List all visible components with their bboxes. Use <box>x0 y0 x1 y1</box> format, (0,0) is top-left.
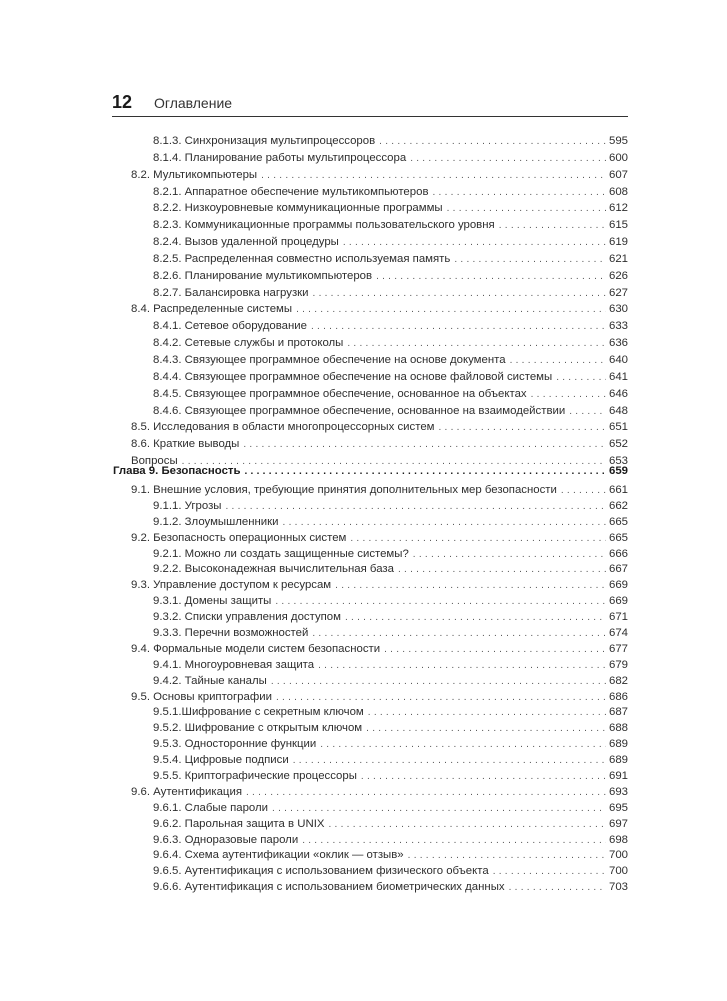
dot-leader <box>320 737 606 753</box>
dot-leader <box>366 721 606 737</box>
toc-entry[interactable] <box>112 234 628 251</box>
toc-entry[interactable] <box>112 483 628 499</box>
toc-entry-label: 8.1.3. Синхронизация мультипроцессоров <box>153 135 376 147</box>
dot-leader <box>226 499 606 515</box>
toc-entry-page: 608 <box>608 185 628 198</box>
toc-entry[interactable] <box>112 610 628 626</box>
toc-entry[interactable] <box>112 848 628 864</box>
toc-entry[interactable] <box>112 864 628 880</box>
toc-entry-label: 9.1. Внешние условия, требующие принятия дополнительных мер безопасности <box>131 484 557 496</box>
toc-entry[interactable] <box>112 515 628 531</box>
toc-entry-label: 8.4. Распределенные системы <box>131 303 293 316</box>
toc-entry[interactable] <box>112 251 628 268</box>
toc-entry-page: 665 <box>608 515 628 528</box>
dot-leader <box>271 674 606 690</box>
toc-chapter-heading[interactable] <box>112 463 628 483</box>
toc-entry-label: 8.4.2. Сетевые службы и протоколы <box>153 337 344 350</box>
toc-entry[interactable] <box>112 833 628 849</box>
toc-entry-page: 693 <box>608 785 628 798</box>
toc-entry-label: 9.2. Безопасность операционных систем <box>131 531 347 544</box>
toc-entry-label: 8.5. Исследования в области многопроцессорных систем <box>131 421 435 434</box>
toc-entry-label: 9.1.2. Злоумышленники <box>153 515 279 528</box>
toc-entry-page: 674 <box>608 627 628 640</box>
dot-leader <box>531 387 606 404</box>
toc-entry-page: 666 <box>608 547 628 560</box>
dot-leader <box>569 404 606 421</box>
dot-leader <box>261 168 606 185</box>
toc-entry[interactable] <box>112 419 628 436</box>
toc-entry[interactable] <box>112 318 628 335</box>
toc-entry[interactable] <box>112 301 628 318</box>
toc-entry-label: 9.1.1. Угрозы <box>153 499 222 512</box>
toc-entry-page: 667 <box>608 563 628 576</box>
dot-leader <box>556 370 606 387</box>
page-number: 12 <box>112 92 133 112</box>
dot-leader <box>376 269 606 286</box>
dot-leader <box>275 594 606 610</box>
dot-leader <box>499 218 606 235</box>
dot-leader <box>433 185 606 202</box>
toc-entry-page: 669 <box>608 595 628 608</box>
toc-entry-page: 697 <box>608 817 628 830</box>
toc-entry-page: 671 <box>608 611 628 624</box>
toc-entry[interactable] <box>112 285 628 302</box>
toc-entry[interactable] <box>112 547 628 563</box>
dot-leader <box>243 437 606 454</box>
toc-entry-label: 9.6.1. Слабые пароли <box>153 801 269 814</box>
toc-entry-page: 651 <box>608 421 628 434</box>
toc-entry-label: 9.5.2. Шифрование с открытым ключом <box>153 722 363 735</box>
toc-entry[interactable] <box>112 386 628 403</box>
toc-entry-label: 8.2.2. Низкоуровневые коммуникационные программы <box>153 202 443 215</box>
toc-entry-label: 9.6.6. Аутентификация с использованием биометрических данных <box>153 881 505 894</box>
toc-entry-label: 9.3. Управление доступом к ресурсам <box>131 579 332 592</box>
dot-leader <box>347 336 606 353</box>
toc-entry[interactable] <box>112 167 628 184</box>
toc-entry-page: 633 <box>608 320 628 333</box>
toc-entry-page: 661 <box>608 484 628 496</box>
toc-entry-page: 665 <box>608 531 628 544</box>
dot-leader <box>447 201 606 218</box>
toc-entry-page: 615 <box>608 219 628 232</box>
toc-entry-page: 595 <box>608 135 628 147</box>
dot-leader <box>302 833 606 849</box>
toc-entry-page: 700 <box>608 865 628 878</box>
toc-entry-page: 682 <box>608 674 628 687</box>
toc-entry-label: 8.2.6. Планирование мультикомпьютеров <box>153 269 373 282</box>
toc-entry-label: 8.2.5. Распределенная совместно используемая память <box>153 252 451 265</box>
toc-entry[interactable] <box>112 369 628 386</box>
toc-entry-label: 8.2. Мультикомпьютеры <box>131 168 258 181</box>
dot-leader <box>398 562 606 578</box>
toc-entry-label: 9.6.4. Схема аутентификации «оклик — отзыв» <box>153 849 404 862</box>
dot-leader <box>293 753 606 769</box>
dot-leader <box>343 235 606 252</box>
toc-entry-page: 687 <box>608 706 628 719</box>
dot-leader <box>350 531 606 547</box>
toc-entry[interactable] <box>112 594 628 610</box>
toc-entry-page: 636 <box>608 337 628 350</box>
toc-entry-page: 640 <box>608 353 628 366</box>
toc-entry-label: 8.4.4. Связующее программное обеспечение на основе файловой системы <box>153 370 553 383</box>
toc-entry[interactable] <box>112 674 628 690</box>
toc-entry-label: 9.5.4. Цифровые подписи <box>153 754 289 767</box>
dot-leader <box>438 420 606 437</box>
toc-entry-label: 9.5. Основы криптографии <box>131 690 272 703</box>
dot-leader <box>313 286 606 303</box>
toc-entry[interactable] <box>112 578 628 594</box>
toc-entry-page: 653 <box>608 455 628 468</box>
toc-entry-label: 8.4.3. Связующее программное обеспечение на основе документа <box>153 353 506 366</box>
toc-entry[interactable] <box>112 499 628 515</box>
toc-entry-page: 677 <box>608 642 628 655</box>
toc-entry-label: 9.2.1. Можно ли создать защищенные системы? <box>153 547 409 560</box>
toc-entry-page: 695 <box>608 801 628 814</box>
toc-entry-label: 9.4.2. Тайные каналы <box>153 674 267 687</box>
toc-entry[interactable] <box>112 658 628 674</box>
dot-leader <box>283 515 606 531</box>
toc-section-chapter-8 <box>112 133 628 470</box>
toc-entry[interactable] <box>112 352 628 369</box>
toc-entry-page: 679 <box>608 658 628 671</box>
dot-leader <box>328 817 606 833</box>
toc-entry-page: 686 <box>608 690 628 703</box>
toc-entry[interactable] <box>112 133 628 150</box>
toc-entry[interactable] <box>112 403 628 420</box>
toc-entry-page: 688 <box>608 722 628 735</box>
toc-entry[interactable] <box>112 705 628 721</box>
toc-entry-label: 9.6.2. Парольная защита в UNIX <box>153 817 325 830</box>
toc-entry-page: 630 <box>608 303 628 316</box>
toc-entry[interactable] <box>112 200 628 217</box>
dot-leader <box>493 864 606 880</box>
toc-entry-label: 9.3.1. Домены защиты <box>153 595 272 608</box>
page-header <box>112 92 628 117</box>
dot-leader <box>379 134 606 151</box>
toc-entry[interactable] <box>112 626 628 642</box>
toc-entry[interactable] <box>112 531 628 547</box>
toc-entry-page: 600 <box>608 151 628 164</box>
toc-entry-page: 691 <box>608 770 628 783</box>
toc-entry-page: 607 <box>608 168 628 181</box>
toc-entry-page: 659 <box>608 465 628 477</box>
dot-leader <box>361 769 606 785</box>
toc-entry-page: 648 <box>608 404 628 417</box>
toc-entry[interactable] <box>112 880 628 896</box>
toc-entry-page: 652 <box>608 438 628 451</box>
toc-entry-page: 700 <box>608 849 628 862</box>
dot-leader <box>454 252 606 269</box>
dot-leader <box>510 353 606 370</box>
toc-entry[interactable] <box>112 769 628 785</box>
dot-leader <box>408 848 606 864</box>
dot-leader <box>318 658 606 674</box>
toc-entry-label: 9.5.1.Шифрование с секретным ключом <box>153 706 364 719</box>
toc-entry-label: 9.6. Аутентификация <box>131 785 242 798</box>
toc-entry[interactable] <box>112 721 628 737</box>
toc-entry[interactable] <box>112 335 628 352</box>
dot-leader <box>368 705 606 721</box>
toc-entry-label: Вопросы <box>131 455 178 468</box>
toc-entry-label: 8.2.1. Аппаратное обеспечение мультикомпьютеров <box>153 185 429 198</box>
toc-entry[interactable] <box>112 817 628 833</box>
toc-entry-label: 9.2.2. Высоконадежная вычислительная база <box>153 563 394 576</box>
dot-leader <box>410 151 606 168</box>
dot-leader <box>335 578 606 594</box>
toc-entry-page: 641 <box>608 370 628 383</box>
toc-entry-page: 621 <box>608 252 628 265</box>
toc-entry-label: 8.1.4. Планирование работы мультипроцессора <box>153 151 407 164</box>
toc-entry-label: 9.5.5. Криптографические процессоры <box>153 770 357 783</box>
toc-entry-page: 703 <box>608 881 628 894</box>
dot-leader <box>509 880 606 896</box>
toc-entry[interactable] <box>112 642 628 658</box>
toc-section-chapter-9 <box>112 463 628 896</box>
dot-leader <box>296 302 606 319</box>
toc-entry[interactable] <box>112 753 628 769</box>
toc-entry-page: 689 <box>608 754 628 767</box>
toc-entry[interactable] <box>112 785 628 801</box>
toc-entry-label: 9.6.3. Одноразовые пароли <box>153 833 299 846</box>
running-title: Оглавление <box>154 95 233 111</box>
toc-entry[interactable] <box>112 737 628 753</box>
toc-entry-label: 8.2.4. Вызов удаленной процедуры <box>153 236 339 249</box>
dot-leader <box>246 785 606 801</box>
toc-entry-page: 669 <box>608 579 628 592</box>
toc-entry-page: 612 <box>608 202 628 215</box>
toc-entry-label: 9.6.5. Аутентификация с использованием физического объекта <box>153 865 489 878</box>
dot-leader <box>312 626 606 642</box>
toc-entry-page: 619 <box>608 236 628 249</box>
toc-entry-label: 8.4.6. Связующее программное обеспечение, основанное на взаимодействии <box>153 404 566 417</box>
toc-entry-label: 8.4.5. Связующее программное обеспечение, основанное на объектах <box>153 387 527 400</box>
dot-leader <box>561 483 606 499</box>
toc-entry[interactable] <box>112 184 628 201</box>
toc-entry-label: Глава 9. Безопасность <box>113 465 241 477</box>
toc-entry[interactable] <box>112 436 628 453</box>
toc-entry-page: 627 <box>608 286 628 299</box>
toc-entry-page: 646 <box>608 387 628 400</box>
toc-entry-label: 8.4.1. Сетевое оборудование <box>153 320 307 333</box>
toc-entry[interactable] <box>112 801 628 817</box>
toc-entry-label: 9.3.3. Перечни возможностей <box>153 627 309 640</box>
dot-leader <box>345 610 606 626</box>
toc-entry[interactable] <box>112 217 628 234</box>
toc-entry[interactable] <box>112 690 628 706</box>
toc-entry-label: 8.2.7. Балансировка нагрузки <box>153 286 309 299</box>
toc-entry[interactable] <box>112 268 628 285</box>
dot-leader <box>276 690 606 706</box>
toc-entry-label: 8.6. Краткие выводы <box>131 438 240 451</box>
dot-leader <box>245 464 606 480</box>
toc-entry-label: 9.4.1. Многоуровневая защита <box>153 658 315 671</box>
toc-entry[interactable] <box>112 150 628 167</box>
dot-leader <box>413 547 606 563</box>
toc-entry-page: 689 <box>608 738 628 751</box>
toc-entry-page: 662 <box>608 499 628 512</box>
toc-entry-label: 9.5.3. Односторонние функции <box>153 738 317 751</box>
toc-entry-label: 9.3.2. Списки управления доступом <box>153 611 341 624</box>
dot-leader <box>384 642 606 658</box>
toc-entry-page: 626 <box>608 269 628 282</box>
toc-entry-page: 698 <box>608 833 628 846</box>
dot-leader <box>272 801 606 817</box>
dot-leader <box>311 319 606 336</box>
toc-entry[interactable] <box>112 562 628 578</box>
toc-entry-label: 8.2.3. Коммуникационные программы пользовательского уровня <box>153 219 495 232</box>
toc-entry-label: 9.4. Формальные модели систем безопасности <box>131 642 381 655</box>
